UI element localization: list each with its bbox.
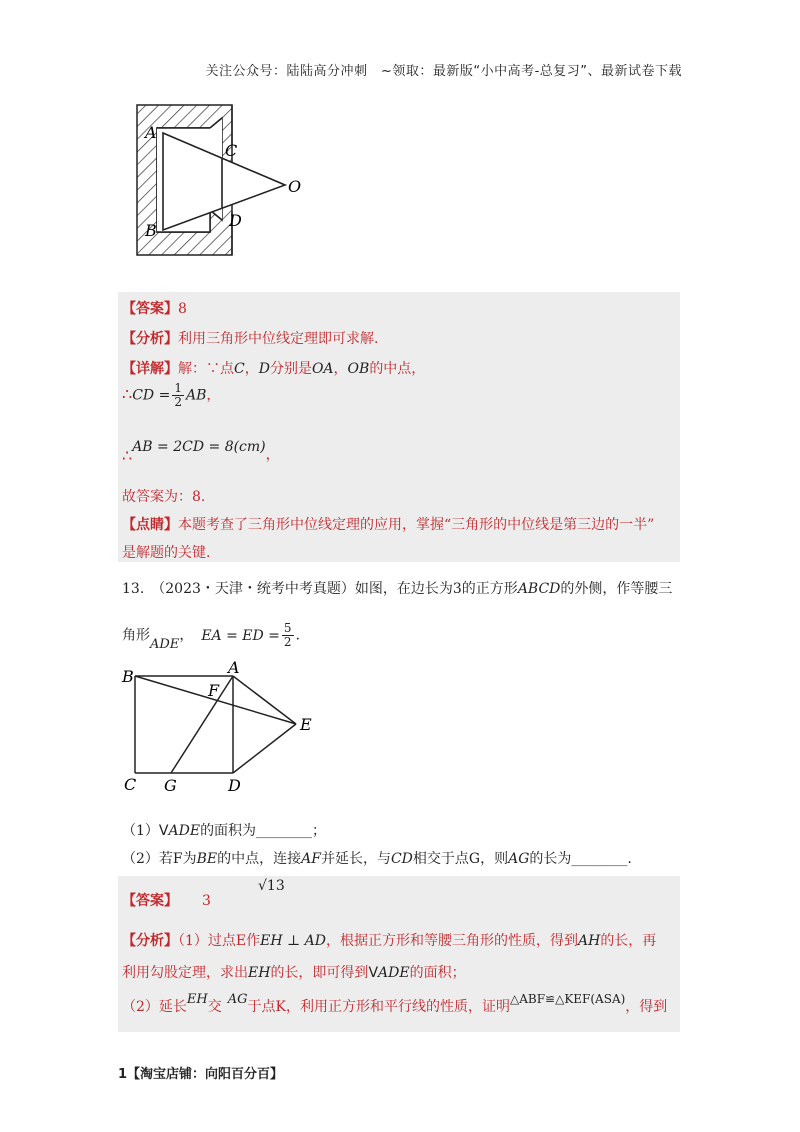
question-13-line2: 角形ADE， EA = ED = $\frac{5}{2}$ . [122,621,300,652]
figure-wedge [125,100,315,265]
label-c: C [225,141,238,160]
comment-12-line1: 【点睛】本题考查了三角形中位线定理的应用，掌握“三角形的中位线是第三边的一半” [122,517,655,533]
answer-13-line: 【答案】 3 [122,893,211,909]
analysis-12-line: 【分析】利用三角形中位线定理即可求解. [122,331,379,347]
answer-12-line: 【答案】8 [122,301,187,317]
label-d: D [229,211,242,230]
answer-13-value2: √13 [258,878,285,894]
label-a: A [145,123,157,142]
equation-12-2: ∴AB = 2CD = 8(cm)， [122,439,280,465]
label-f2: F [208,681,220,700]
figure-square-triangle [118,660,328,800]
conclusion-12: 故答案为：8. [122,489,206,505]
label-c2: C [124,775,137,794]
label-g2: G [164,776,177,795]
label-b2: B [122,667,134,686]
label-e2: E [300,715,312,734]
analysis-13-line1: 【分析】（1）过点E作EH ⊥ AD，根据正方形和等腰三角形的性质，得到AH的长，再 [122,933,657,949]
analysis-13-line3: （2）延长EH交 AG于点K，利用正方形和平行线的性质，证明△ABF≌△KEF(ASA)，得到 [122,992,668,1015]
page-footer: 1【淘宝店铺：向阳百分百】 [118,1067,284,1082]
question-13-sub1: （1）VADE的面积为________； [122,823,327,839]
analysis-13-line2: 利用勾股定理，求出EH的长，即可得到VADE的面积； [122,965,466,981]
detail-12-line: 【详解】解：∵点C，D分别是OA，OB的中点， [122,361,426,377]
page-header: 关注公众号：陆陆高分冲刺 ~领取：最新版“小中高考-总复习”、最新试卷下载 [205,64,682,79]
label-o: O [288,177,302,196]
comment-12-line2: 是解题的关键. [122,545,211,561]
equation-12-1: ∴CD = $\frac{1}{2}$ AB， [122,381,221,409]
label-d2: D [228,776,241,795]
label-b: B [145,221,157,240]
label-a2: A [228,660,240,677]
question-13-line1: 13. （2023・天津・统考中考真题）如图，在边长为3的正方形ABCD的外侧，作等腰三 [122,581,673,597]
question-13-sub2: （2）若F为BE的中点，连接AF并延长，与CD相交于点G，则AG的长为________. [122,851,632,867]
